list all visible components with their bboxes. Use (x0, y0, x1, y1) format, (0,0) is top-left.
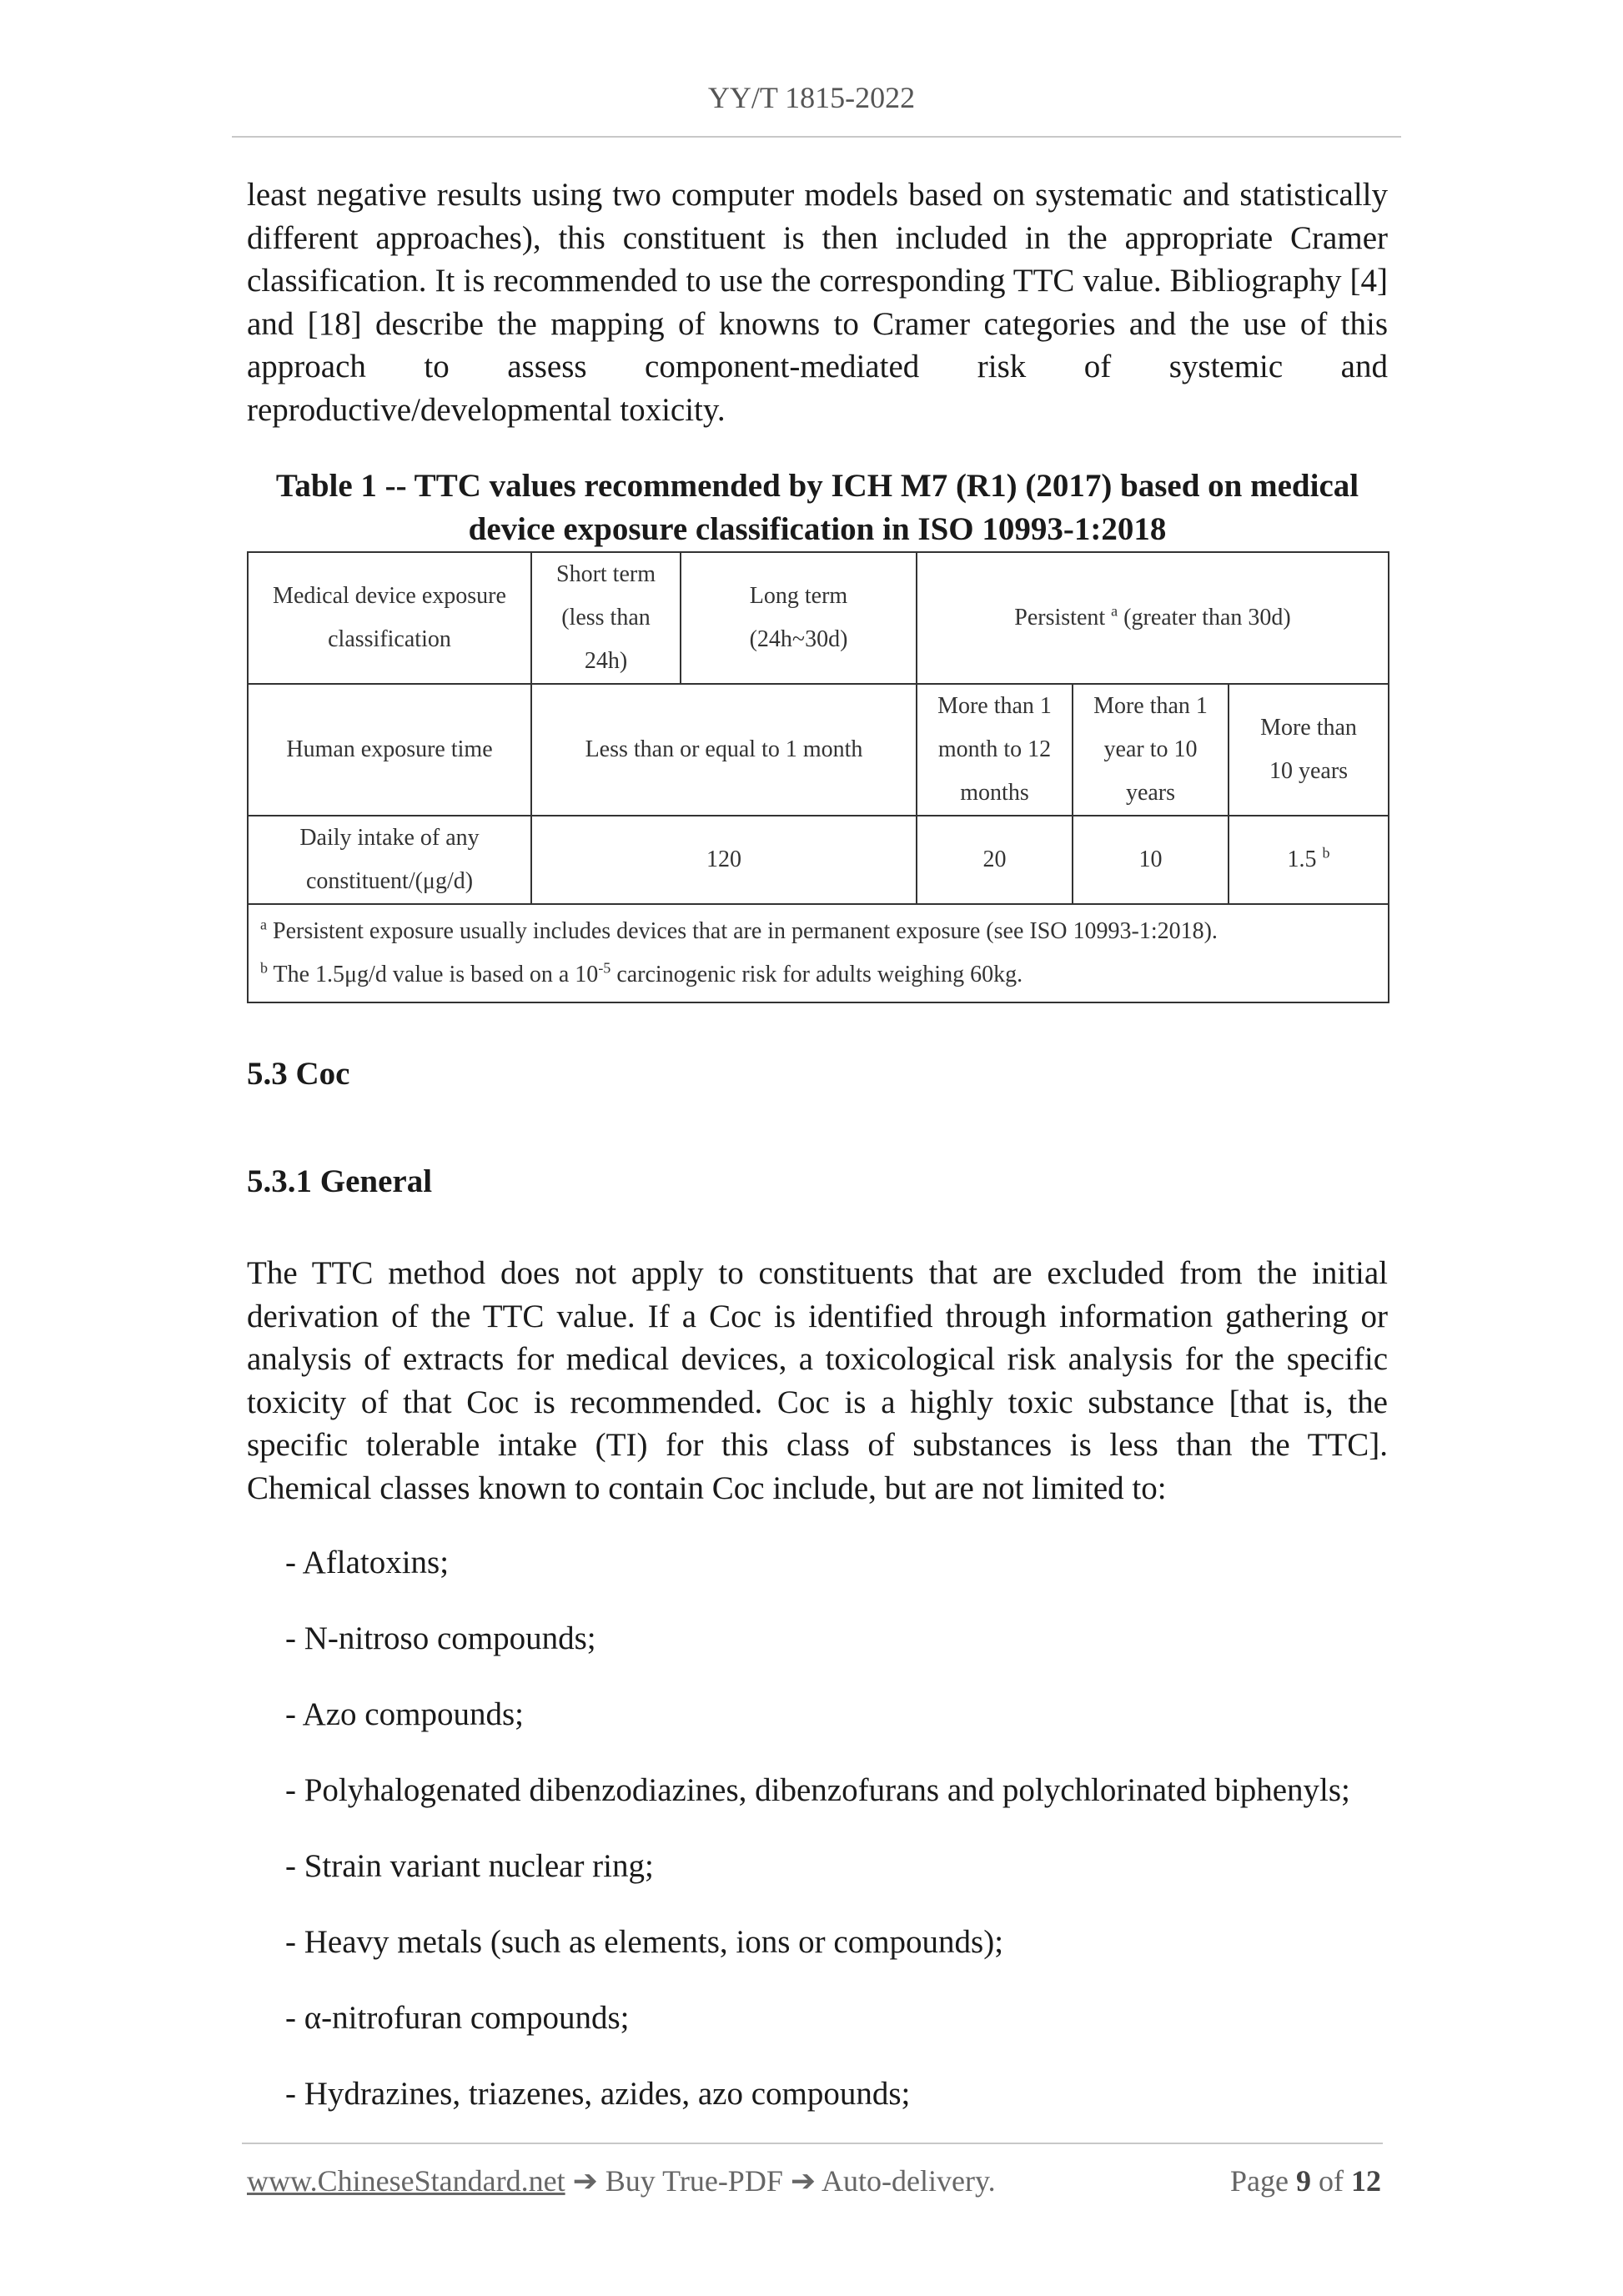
cell-le-one-month: Less than or equal to 1 month (531, 684, 917, 816)
cell-long-term: Long term (24h~30d) (681, 552, 917, 684)
site-link[interactable]: www.ChineseStandard.net (247, 2164, 565, 2198)
page-total: 12 (1351, 2164, 1381, 2198)
table-title-line-2: device exposure classification in ISO 10993-1:2018 (468, 511, 1167, 547)
document-header: YY/T 1815-2022 (707, 81, 916, 114)
cell-human-exposure-label: Human exposure time (248, 684, 531, 816)
buy-true-pdf-text: Buy True-PDF (605, 2164, 783, 2198)
list-item: - Polyhalogenated dibenzodiazines, dibenzofurans and polychlorinated biphenyls; (285, 1772, 1350, 1808)
cell-daily-intake-label: Daily intake of any constituent/(μg/d) (248, 816, 531, 904)
list-item: - N-nitroso compounds; (285, 1620, 596, 1656)
cell-classification-label: Medical device exposure classification (248, 552, 531, 684)
list-item: - Heavy metals (such as elements, ions or compounds); (285, 1924, 1004, 1960)
cell-persistent: Persistent $^a$ (greater than 30d) (917, 552, 1389, 684)
list-item: - Azo compounds; (285, 1696, 524, 1732)
page-content (247, 173, 1388, 2115)
cell-value-10: 10 (1073, 816, 1229, 904)
page-number: 9 (1296, 2164, 1311, 2198)
cell-value-1-5: 1.5 $^b$ (1229, 816, 1389, 904)
arrow-right-icon: ➔ (572, 2164, 598, 2198)
header-divider (232, 136, 1401, 138)
list-item: - Strain variant nuclear ring; (285, 1848, 654, 1884)
auto-delivery-text: Auto-delivery. (822, 2164, 996, 2198)
note-a: $^a$ Persistent exposure usually includes devices that are in permanent exposure (see ISO 10993-1:2018). (260, 916, 1218, 944)
arrow-right-icon: ➔ (790, 2164, 817, 2198)
table-notes (248, 904, 1389, 1002)
general-paragraph: The TTC method does not apply to constituents that are excluded from the initial derivation of the TTC value. If a Coc is identified through information gathering or analysis of extracts for medical devices, a toxicological risk analysis for the specific toxicity of that Coc is recommended. Coc is a highly toxic substance [that is, the specific tolerable intake (TI) for this class of substances is less than the TTC]. Chemical classes known to contain Coc include, but are not limited to: (247, 1255, 1388, 1506)
cell-more-than-10-years: More than 10 years (1229, 684, 1389, 816)
cell-value-20: 20 (917, 816, 1073, 904)
table-title-line-1: Table 1 -- TTC values recommended by ICH M7 (R1) (2017) based on medical (275, 468, 1359, 504)
table-row-notes (248, 904, 1389, 1002)
cell-short-term: Short term (less than 24h) (531, 552, 681, 684)
intro-paragraph: least negative results using two computer models based on systematic and statistically different approaches), this constituent is then included in the appropriate Cramer classification. It is recommended to use the corresponding TTC value. Bibliography [4] and [18] describe the mapping of knowns to Cramer categories and the use of this approach to assess component-mediated risk of systemic and reproductive/developmental toxicity. (247, 177, 1388, 428)
section-heading-5-3-1: 5.3.1 General (247, 1163, 433, 1199)
table-row-human-exposure-time (248, 684, 1389, 816)
list-item: - α-nitrofuran compounds; (285, 2000, 630, 2036)
table-row-daily-intake (248, 816, 1389, 904)
note-b: $^b$ The 1.5μg/d value is based on a $10^{-5}$ carcinogenic risk for adults weighing 60kg. (260, 959, 1023, 987)
table-row-exposure-classification (248, 552, 1389, 684)
footer-divider (242, 2143, 1383, 2144)
cell-1-to-12-months: More than 1 month to 12 months (917, 684, 1073, 816)
cell-1-to-10-years: More than 1 year to 10 years (1073, 684, 1229, 816)
coc-class-list (247, 1541, 1388, 2115)
list-item: - Aflatoxins; (285, 1545, 450, 1580)
section-heading-5-3: 5.3 Coc (247, 1056, 350, 1092)
page-footer (247, 2163, 1381, 2198)
cell-value-120: 120 (531, 816, 917, 904)
page-indicator: Page 9 of 12 (1230, 2164, 1381, 2198)
ttc-values-table (247, 551, 1389, 1003)
list-item: - Hydrazines, triazenes, azides, azo compounds; (285, 2076, 911, 2112)
table-title (247, 465, 1388, 551)
